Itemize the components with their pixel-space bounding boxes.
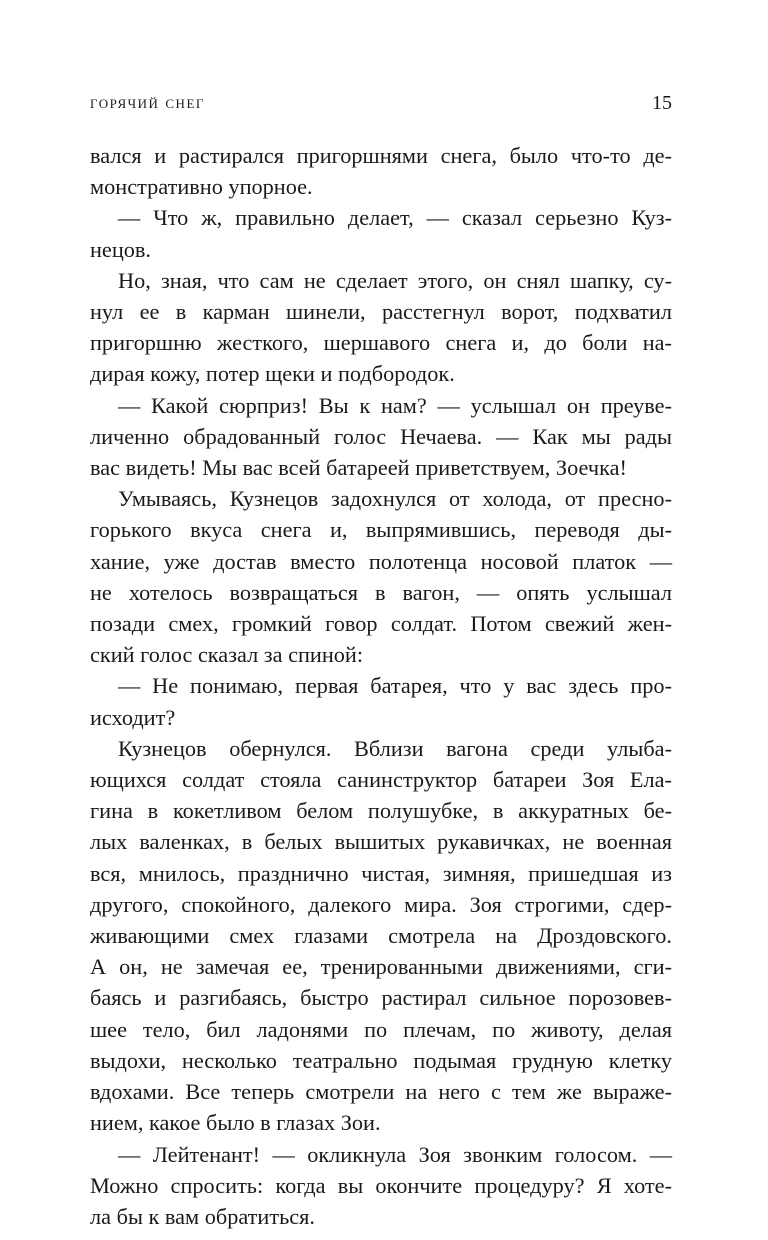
text-line: горького вкуса снега и, выпрямившись, переводя ды- [90, 517, 672, 543]
text-line: монстративно упорное. [90, 174, 313, 200]
text-line: дирая кожу, потер щеки и подбородок. [90, 361, 455, 387]
text-line: нул ее в карман шинели, расстегнул ворот, подхватил [90, 299, 672, 325]
text-line: вся, мнилось, празднично чистая, зимняя, пришедшая из [90, 860, 672, 886]
text-line: вался и растирался пригоршнями снега, было что-то де- [90, 143, 672, 168]
text-line: живающими смех глазами смотрела на Дроздовского. [90, 923, 672, 949]
text-line: Но, зная, что сам не сделает этого, он снял шапку, су- [118, 267, 672, 293]
text-line: ский голос сказал за спиной: [90, 642, 364, 668]
paragraph [90, 202, 672, 264]
text-line: ющихся солдат стояла санинструктор батареи Зоя Ела- [90, 767, 672, 793]
text-line: гина в кокетливом белом полушубке, в аккуратных бе- [90, 798, 672, 824]
paragraph [90, 670, 672, 732]
text-line: позади смех, громкий говор солдат. Потом свежий жен- [90, 611, 672, 637]
text-line: — Что ж, правильно делает, — сказал серьезно Куз- [118, 205, 672, 231]
text-line: другого, спокойного, далекого мира. Зоя строгими, сдер- [90, 891, 672, 917]
text-line: — Лейтенант! — окликнула Зоя звонким голосом. — [118, 1141, 672, 1167]
text-line: хание, уже достав вместо полотенца носовой платок — [90, 548, 672, 574]
text-line: не хотелось возвращаться в вагон, — опять услышал [90, 579, 672, 605]
text-line: выдохи, несколько театрально подымая грудную клетку [90, 1047, 672, 1073]
paragraph [90, 483, 672, 670]
text-line: Можно спросить: когда вы окончите процедуру? Я хоте- [90, 1172, 672, 1198]
text-line: нием, какое было в глазах Зои. [90, 1110, 381, 1136]
text-line: нецов. [90, 236, 152, 262]
text-line: Умываясь, Кузнецов задохнулся от холода, от пресно- [118, 486, 672, 512]
paragraph [90, 140, 672, 202]
text-line: Кузнецов обернулся. Вблизи вагона среди улыба- [118, 735, 672, 761]
text-line: ла бы к вам обратиться. [90, 1203, 315, 1229]
text-line: личенно обрадованный голос Нечаева. — Как мы рады [90, 423, 672, 449]
text-line: — Не понимаю, первая батарея, что у вас здесь про- [118, 673, 672, 699]
text-line: — Какой сюрприз! Вы к нам? — услышал он преуве- [118, 392, 672, 418]
text-line: баясь и разгибаясь, быстро растирал сильное порозовев- [90, 985, 672, 1011]
paragraph [90, 265, 672, 390]
book-title: горячий снег [90, 92, 205, 112]
running-head [90, 92, 672, 122]
text-line: вас видеть! Мы вас всей батареей приветствуем, Зоечка! [90, 455, 627, 481]
text-line: исходит? [90, 704, 176, 730]
page-number: 15 [652, 92, 672, 114]
text-line: лых валенках, в белых вышитых рукавичках, не военная [90, 829, 672, 855]
text-line: А он, не замечая ее, тренированными движениями, сги- [90, 954, 672, 980]
body-text [90, 140, 672, 1232]
text-line: пригоршню жесткого, шершавого снега и, до боли на- [90, 330, 672, 356]
paragraph [90, 390, 672, 484]
text-line: вдохами. Все теперь смотрели на него с тем же выраже- [90, 1079, 672, 1105]
text-line: шее тело, бил ладонями по плечам, по животу, делая [90, 1016, 672, 1042]
paragraph [90, 1139, 672, 1233]
paragraph [90, 733, 672, 1139]
